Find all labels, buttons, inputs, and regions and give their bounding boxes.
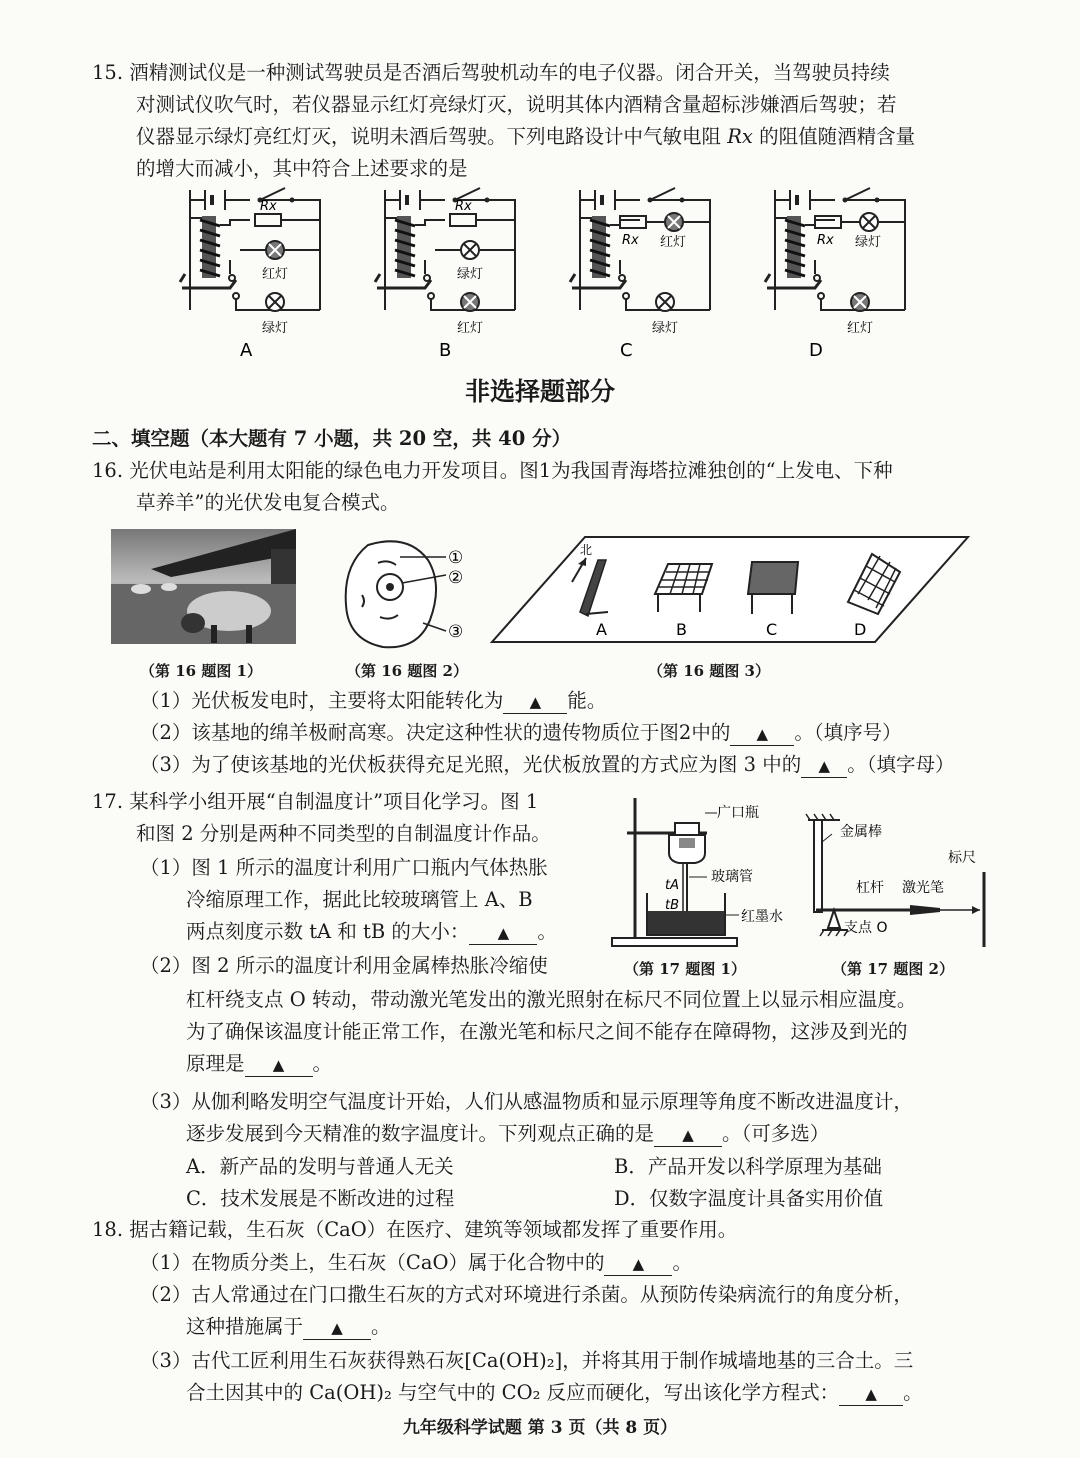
q18-blank-3[interactable] [839,1382,903,1406]
q15-line3b: 的阻值随酒精含量 [759,125,916,148]
q18-sub1-text: （1）在物质分类上，生石灰（CaO）属于化合物中的 [140,1251,605,1274]
q16-blank-1[interactable] [503,690,567,714]
q17-line2: 和图 2 分别是两种不同类型的自制温度计作品。 [136,822,551,845]
q17-option-c: C．技术发展是不断改进的过程 [186,1187,455,1210]
q16-sub2-end: 。（填序号） [794,721,902,744]
q18-blank-2[interactable] [303,1316,371,1340]
q16-caption-2: （第 16 题图 2） [346,662,468,680]
rx-label-b: Rx [455,199,472,214]
label-laser: 激光笔 [902,880,944,896]
q17-s2-l4-text: 原理是 [186,1052,245,1075]
q17-caption-1: （第 17 题图 1） [624,960,746,978]
q16-sub1-end: 能。 [567,689,607,712]
blank-mark: ▲ [272,1056,285,1074]
q16-sub2 [140,718,902,748]
q17-s2-l4-end: 。 [312,1052,333,1075]
q18-blank-1[interactable] [604,1252,672,1276]
panel-label-a: A [596,620,607,639]
q17-blank-2[interactable] [245,1053,313,1077]
q15-circuit-diagrams [0,180,1080,380]
rx-label-c: Rx [622,233,639,248]
blank-mark: ▲ [529,693,542,711]
q17-fig2-thermometer [800,812,990,972]
q17-option-a: A．新产品的发明与普通人无关 [186,1155,454,1178]
q17-s3-l1: （3）从伽利略发明空气温度计开始，人们从感温物质和显示原理等角度不断改进温度计， [140,1090,913,1113]
q17-s1-l2: 冷缩原理工作，据此比较玻璃管上 A、B [186,888,533,911]
q15-line2: 对测试仪吹气时，若仪器显示红灯亮绿灯灭，说明其体内酒精含量超标涉嫌酒后驾驶；若 [136,93,897,116]
label-ta: tA [665,878,679,893]
label-ink: 红墨水 [741,909,783,925]
q17-s2-l1: （2）图 2 所示的温度计利用金属棒热胀冷缩使 [140,954,548,977]
q17-s2-l4 [186,1049,332,1079]
q18-s3-l1: （3）古代工匠利用生石灰获得熟石灰[Ca(OH)₂]，并将其用于制作城墙地基的三合土。三 [140,1349,914,1372]
lamp-green-label-c: 绿灯 [652,321,679,336]
lamp-red-label-c: 红灯 [660,235,687,250]
blank-mark: ▲ [497,924,510,942]
q16-line1: 16. 光伏电站是利用太阳能的绿色电力开发项目。图1为我国青海塔拉滩独创的“上发电、下种 [92,459,893,482]
q17-blank-3[interactable] [654,1123,722,1147]
q15-line4: 的增大而减小，其中符合上述要求的是 [136,157,468,180]
blank-mark: ▲ [632,1255,645,1273]
q17-s1-l3-end: 。 [537,920,557,943]
lamp-green-label-a: 绿灯 [262,321,289,336]
lamp-green-label-d: 绿灯 [855,235,882,250]
q17-s1-l3-text: 两点刻度示数 tA 和 tB 的大小： [186,920,470,943]
q18-sub1 [140,1248,692,1278]
lamp-green-label-b: 绿灯 [457,267,484,282]
q17-line1: 17. 某科学小组开展“自制温度计”项目化学习。图 1 [92,790,539,813]
q16-sub1-text: （1）光伏板发电时，主要将太阳能转化为 [140,689,504,712]
cell-label-3: ③ [448,622,464,642]
q18-s3-l2-end: 。 [903,1381,923,1404]
circuit-option-b: B [439,340,452,361]
panel-label-b: B [676,620,687,639]
label-pivot: 支点 O [844,920,888,936]
section-title: 非选择题部分 [464,377,615,406]
q17-s2-l3: 为了确保该温度计能正常工作，在激光笔和标尺之间不能存在障碍物，这涉及到光的 [186,1020,908,1043]
q17-option-b: B．产品开发以科学原理为基础 [614,1155,882,1178]
q16-sub1 [140,686,606,716]
label-tb: tB [665,898,680,913]
q18-s2-l2 [186,1312,391,1342]
part2-heading: 二、填空题（本大题有 7 小题，共 20 空，共 40 分） [92,427,572,450]
blank-mark: ▲ [865,1385,877,1403]
q15-line3a: 仪器显示绿灯亮红灯灭，说明未酒后驾驶。下列电路设计中气敏电阻 [136,125,722,148]
q15-line1: 15. 酒精测试仪是一种测试驾驶员是否酒后驾驶机动车的电子仪器。闭合开关，当驾驶员持续 [92,61,890,84]
page-footer: 九年级科学试题 第 3 页（共 8 页） [402,1418,678,1438]
q17-caption-2: （第 17 题图 2） [832,960,954,978]
q18-s2-l2-text: 这种措施属于 [186,1315,304,1338]
q16-blank-3[interactable] [801,754,847,778]
circuit-option-c: C [620,340,633,361]
cell-label-1: ① [448,548,464,568]
q15-line3 [136,122,915,152]
q16-sub3 [140,750,954,780]
blank-mark: ▲ [818,757,830,775]
rx-label-d: Rx [817,233,834,248]
circuit-option-d: D [809,340,823,361]
q18-line1: 18. 据古籍记载，生石灰（CaO）在医疗、建筑等领域都发挥了重要作用。 [92,1218,738,1241]
q16-sub3-end: 。（填字母） [847,753,955,776]
q18-s3-l2 [186,1378,923,1408]
rx-label-a: Rx [260,199,277,214]
q16-line2: 草养羊”的光伏发电复合模式。 [136,491,400,514]
lamp-red-label-d: 红灯 [847,321,874,336]
lamp-red-label-b: 红灯 [457,321,484,336]
rx-symbol: Rx [727,125,753,148]
q18-s3-l2-text: 合土因其中的 Ca(OH)₂ 与空气中的 CO₂ 反应而硬化，写出该化学方程式： [186,1381,840,1404]
circuit-option-a: A [240,340,253,361]
q17-s1-l1: （1）图 1 所示的温度计利用广口瓶内气体热胀 [140,856,548,879]
q17-option-d: D．仅数字温度计具备实用价值 [614,1187,884,1210]
label-rod: 金属棒 [840,824,882,840]
label-tube: 玻璃管 [711,869,753,885]
q17-s1-l3 [186,917,557,947]
label-bottle: 广口瓶 [717,805,759,821]
panel-label-d: D [854,620,867,639]
blank-mark: ▲ [756,725,769,743]
q18-s2-l2-end: 。 [371,1315,391,1338]
lamp-red-label-a: 红灯 [262,267,289,282]
q16-photo-sheep [111,529,296,644]
q17-s2-l2: 杠杆绕支点 O 转动，带动激光笔发出的激光照射在标尺不同位置上以显示相应温度。 [186,988,917,1011]
q16-panel-diagram [490,532,970,647]
q16-caption-1: （第 16 题图 1） [140,662,262,680]
blank-mark: ▲ [682,1126,694,1144]
cell-label-2: ② [448,568,464,588]
q16-caption-3: （第 16 题图 3） [648,662,770,680]
label-ruler: 标尺 [948,850,976,866]
q16-sub3-text: （3）为了使该基地的光伏板获得充足光照，光伏板放置的方式应为图 3 中的 [140,753,802,776]
q16-cell-diagram [338,535,478,655]
q17-blank-1[interactable] [469,921,537,945]
north-label: 北 [580,543,593,557]
panel-label-c: C [766,620,778,639]
q17-s3-l2-end: 。（可多选） [722,1122,830,1145]
q18-s2-l1: （2）古人常通过在门口撒生石灰的方式对环境进行杀菌。从预防传染病流行的角度分析， [140,1283,913,1306]
q18-sub1-end: 。 [672,1251,692,1274]
q17-s3-l2-text: 逐步发展到今天精准的数字温度计。下列观点正确的是 [186,1122,655,1145]
label-lever: 杠杆 [856,880,884,896]
q16-blank-2[interactable] [730,722,794,746]
q17-s3-l2 [186,1119,829,1149]
q16-sub2-text: （2）该基地的绵羊极耐高寒。决定这种性状的遗传物质位于图2中的 [140,721,731,744]
q17-fig1-thermometer [607,793,797,953]
blank-mark: ▲ [331,1319,343,1337]
